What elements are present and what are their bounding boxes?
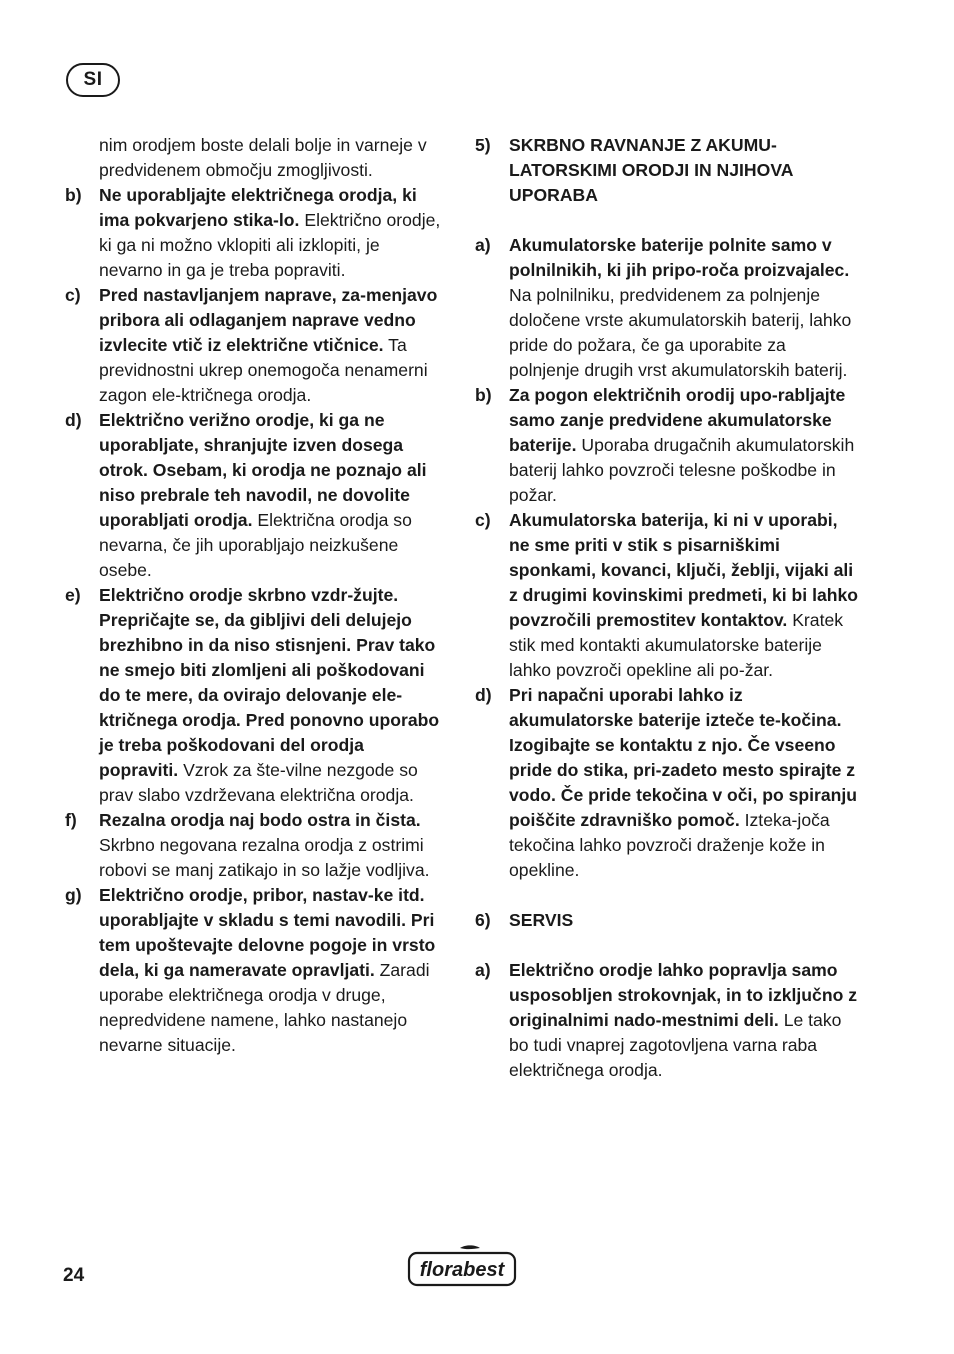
item-text: Uporaba drugačnih akumulatorskih baterij lahko povzroči telesne poškodbe in požar. xyxy=(509,435,855,505)
item-bold-text: Akumulatorske baterije polnite samo v polnilnikih, ki jih pripo-roča proizvajalec. xyxy=(509,235,850,280)
item-text: Na polnilniku, predvidenem za polnjenje določene vrste akumulatorskih baterij, lahko pride do požara, če ga uporabite za polnjenje drugih vrst akumulatorskih baterij. xyxy=(509,285,852,380)
item-label: b) xyxy=(65,185,82,205)
item-bold-text: Pred nastavljanjem naprave, za-menjavo pribora ali odlaganjem naprave vedno izvlecite vtič iz električne vtičnice. xyxy=(99,285,438,355)
florabest-logo xyxy=(406,1244,518,1290)
section-number: 6) xyxy=(475,910,491,930)
item-bold-text: Električno verižno orodje, ki ga ne uporabljate, shranjujte izven dosega otrok. Osebam, ki orodja ne poznajo ali niso prebrale teh navodil, ne dovolite uporabljati orodja. xyxy=(99,410,427,530)
item-label: d) xyxy=(65,410,82,430)
list-item xyxy=(475,383,859,508)
svg-text:florabest: florabest xyxy=(419,1259,505,1281)
item-text: Vzrok za šte-vilne nezgode so prav slabo vzdrževana električna orodja. xyxy=(99,760,418,805)
item-text: Le tako bo tudi vnaprej zagotovljena varna raba električnega orodja. xyxy=(509,1010,842,1080)
list-item xyxy=(65,183,447,283)
item-text: Kratek stik med kontakti akumulatorske baterije lahko povzroči opekline ali po-žar. xyxy=(509,610,844,680)
list-item xyxy=(65,883,447,1058)
item-bold-text: Rezalna orodja naj bodo ostra in čista. xyxy=(99,810,421,830)
item-label: a) xyxy=(475,960,491,980)
item-label: f) xyxy=(65,810,77,830)
item-text: Električna orodja so nevarna, če jih uporabljajo neizkušene osebe. xyxy=(99,510,412,580)
item-label: e) xyxy=(65,585,81,605)
item-bold-text: Pri napačni uporabi lahko iz akumulatorske baterije izteče te-kočina. Izogibajte se kontaktu z njo. Če vseeno pride do stika, pri-zadeto mesto spirajte z vodo. Če pride tekočina v oči, po spiranju poiščite zdravniško pomoč. xyxy=(509,685,858,830)
list-item xyxy=(65,408,447,583)
list-item xyxy=(475,958,859,1083)
item-text: Skrbno negovana rezalna orodja z ostrimi robovi se manj zatikajo in so lažje vodljiva. xyxy=(99,835,430,880)
item-text: Ta previdnostni ukrep onemogoča nenamerni zagon ele-ktričnega orodja. xyxy=(99,335,428,405)
item-bold-text: Akumulatorska baterija, ki ni v uporabi, ne sme priti v stik s pisarniškimi sponkami, kovanci, ključi, žeblji, vijaki ali z drugimi kovinskimi predmeti, ki bi lahko povzročili premostitev kontaktov. xyxy=(509,510,859,630)
section-number: 5) xyxy=(475,135,491,155)
item-text: Električno orodje, ki ga ni možno vklopiti ali izklopiti, je nevarno in ga je treba popraviti. xyxy=(99,210,441,280)
section-heading xyxy=(475,133,859,208)
item-bold-text: Za pogon električnih orodij upo-rabljajte samo zanje predvidene akumulatorske baterije. xyxy=(509,385,846,455)
item-bold-text: Električno orodje skrbno vzdr-žujte. Prepričajte se, da gibljivi deli delujejo brezhibno in da niso stisnjeni. Prav tako ne smejo biti zlomljeni ali poškodovani do te mere, da ovirajo delovanje ele-ktričnega orodja. Pred ponovno uporabo je treba poškodovani del orodja popraviti. xyxy=(99,585,440,780)
page-number: 24 xyxy=(63,1265,85,1286)
list-item xyxy=(475,683,859,883)
list-item xyxy=(475,233,859,383)
section-title: SERVIS xyxy=(509,910,574,930)
item-bold-text: Električno orodje, pribor, nastav-ke itd. uporabljajte v skladu s temi navodili. Pri tem upoštevajte delovne pogoje in vrsto dela, ki ga nameravate opravljati. xyxy=(99,885,436,980)
right-column xyxy=(475,133,859,1083)
item-bold-text: Ne uporabljajte električnega orodja, ki ima pokvarjeno stika-lo. xyxy=(99,185,417,230)
item-label: c) xyxy=(65,285,81,305)
section-title: SKRBNO RAVNANJE Z AKUMU-LATORSKIMI ORODJI IN NJIHOVA UPORABA xyxy=(509,135,793,205)
item-text: Zaradi uporabe električnega orodja v druge, nepredvidene namene, lahko nastanejo nevarne situacije. xyxy=(99,960,430,1055)
section-heading xyxy=(475,908,859,933)
item-text: Izteka-joča tekočina lahko povzroči draženje kože in opekline. xyxy=(509,810,830,880)
item-label: b) xyxy=(475,385,492,405)
intro-paragraph: nim orodjem boste delali bolje in varneje v predvidenem območju zmogljivosti. xyxy=(99,135,427,180)
list-item xyxy=(65,283,447,408)
item-label: g) xyxy=(65,885,82,905)
list-item xyxy=(475,508,859,683)
left-column xyxy=(65,133,447,1058)
list-item xyxy=(65,583,447,808)
list-item xyxy=(65,808,447,883)
item-label: d) xyxy=(475,685,492,705)
language-badge: SI xyxy=(66,63,120,97)
item-label: c) xyxy=(475,510,491,530)
item-bold-text: Električno orodje lahko popravlja samo usposobljen strokovnjak, in to izključno z originalnimi nado-mestnimi deli. xyxy=(509,960,858,1030)
item-label: a) xyxy=(475,235,491,255)
